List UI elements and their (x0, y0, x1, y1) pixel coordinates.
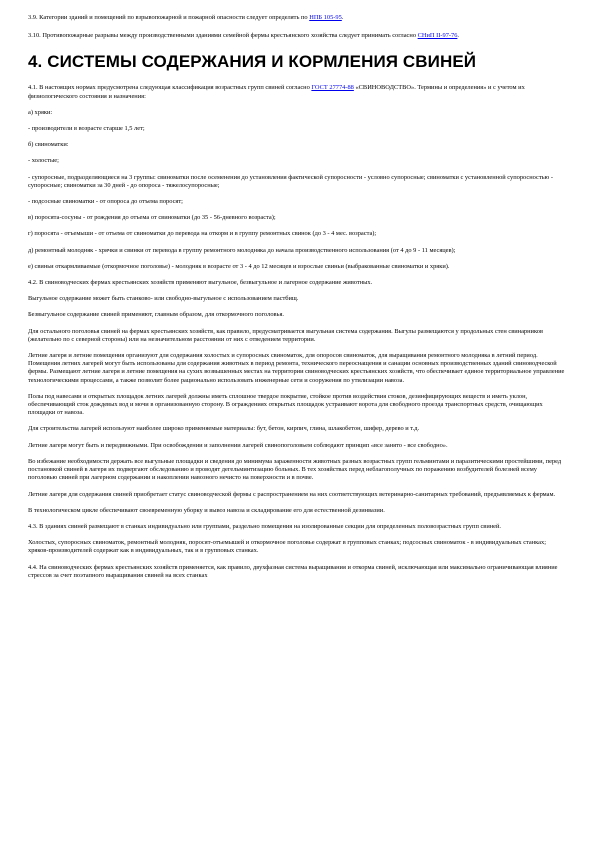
paragraph: В технологическом цикле обеспечивают своевременную уборку и вывоз навоза и складирование его для естественной дезинвазии. (28, 506, 385, 514)
paragraph: Безвыгульное содержание свиней применяют, главным образом, для откормочного поголовья. (28, 311, 284, 319)
paragraph: - супоросные, подразделяющиеся на 3 группы: свиноматки после осеменения до установления фактической супоросности - условно супоросные; свиноматки с установленной супоросностью - супоросные; свиноматки за 30 дней - до опороса - тяжелосупоросные; (28, 173, 554, 189)
paragraph-4-4: 4.4. На свиноводческих фермах крестьянских хозяйств применяется, как правило, двухфазная система выращивания и откорма свиней, исключающая или максимально ограничивающая влияние стрессов за счет поэтапного выращивания свиней на всех станках (28, 563, 558, 579)
paragraph: Полы под навесами и открытых площадок летних лагерей должны иметь сплошное твердое покрытие, стойкое против воздействия стоков, дезинфицирующих веществ и иметь уклон, обеспечивающий сток дождевых вод и мочи в организованную сторону. В ограждениях открытых площадок устраивают ворота для свободного проезда транспортных средств, очищающих площадки от навоза. (28, 392, 543, 417)
paragraph-4-1: 4.1. В настоящих нормах предусмотрена следующая классификация возрастных групп свиней согласно ГОСТ 27774-88 «СВИНОВОДСТВО». Термины и определения» и с учетом их физиологического состояния и назначения: (28, 84, 525, 100)
section-heading: 4. СИСТЕМЫ СОДЕРЖАНИЯ И КОРМЛЕНИЯ СВИНЕЙ (28, 52, 477, 72)
paragraph: - производители в возрасте старше 1,5 лет; (28, 125, 145, 133)
paragraph: г) поросята - отъемыши - от отъема от свиноматки до перевода на откорм и в группу ремонтных свинок (до 3 - 4 мес. возраста); (28, 230, 377, 238)
paragraph-4-3: 4.3. В зданиях свиней размещают в станках индивидуально или группами, раздельно помещения на изолированные секции для определенных половозрастных групп свиней. (28, 522, 502, 530)
paragraph-3-9: 3.9. Категории зданий и помещений по взрывопожарной и пожарной опасности следует определять по НПБ 105-95. (28, 14, 344, 21)
paragraph: Холостых, супоросных свиноматок, ремонтный молодняк, поросят-отъемышей и откормочное поголовье содержат в групповых станках; подсосных свиноматок - в индивидуальных станках; хряков-производителей содержат как в индивидуальных, так и в групповых станках. (28, 539, 546, 555)
paragraph: - холостые; (28, 157, 59, 165)
paragraph: Летние лагеря и летние помещения организуют для содержания холостых и супоросных свиноматок, для опоросов свиноматок, для выращивания ремонтного молодняка в летний период. Помещения летних лагерей могут быть использованы для содержания животных в период ремонта, технического переоснащения и санации основных производственных зданий свиноводческой фермы. Размещают летние лагеря и летние помещения на сухих возвышенных местах на территории свиноводческих крестьянских хозяйств, что обеспечивает единое территориальное управление технологическими процессами, а также позволит более рационально использовать инженерные сети и сооружения по утилизации навоза. (28, 352, 565, 384)
paragraph: в) поросята-сосуны - от рождения до отъема от свиноматки (до 35 - 56-дневного возраста); (28, 214, 276, 222)
npb-link[interactable]: НПБ 105-95 (309, 14, 342, 21)
paragraph: а) хряки: (28, 108, 53, 116)
paragraph: Летние лагеря могут быть и передвижными. При освобождении и заполнении лагерей свинопоголовьем соблюдают принцип «все занято - все свободно». (28, 441, 448, 449)
paragraph: Выгульное содержание может быть станково- или свободно-выгульное с использованием пастбищ. (28, 295, 299, 303)
paragraph: Летние лагеря для содержания свиней приобретает статус свиноводческой фермы с распространением на них соответствующих ветеринарно-санитарных требований, предъявляемых к фермам. (28, 490, 556, 498)
paragraph: д) ремонтный молодняк - хрячки и свинки от перевода в группу ремонтного молодняка до начала производственного использования (от 4 до 9 - 11 месяцев); (28, 246, 456, 254)
paragraph: Для строительства лагерей используют наиболее широко применяемые материалы: бут, бетон, кирпич, глина, шлакобетон, шифер, дерево и т.д. (28, 425, 420, 433)
paragraph: б) свиноматки: (28, 141, 69, 149)
paragraph: Во избежание необходимости держать все выгульные площадки и сведения до минимума зараженности животных разных возрастных групп гельминтами и паразитическими простейшими, перед постановкой свиней в лагеря их подвергают обследованию и проводят дегельминтизацию больных. В тех хозяйствах перед неблагополучных по поражению возбудителей болезней всему поголовью свиней при лагерном содержании и накоплении навозного нечисто на поверхности и в почве. (28, 457, 562, 482)
paragraph: - подсосные свиноматки - от опороса до отъема поросят; (28, 198, 183, 206)
snip-link[interactable]: СНиП II-97-76 (417, 32, 458, 40)
gost-link[interactable]: ГОСТ 27774-88 (311, 84, 354, 92)
paragraph-3-10: 3.10. Противопожарные разрывы между производственными зданиями семейной фермы крестьянского хозяйства следует принимать согласно СНиП II-97-76. (28, 32, 460, 40)
paragraph-4-2: 4.2. В свиноводческих фермах крестьянских хозяйств применяют выгульное, безвыгульное и лагерное содержание животных. (28, 279, 373, 287)
paragraph: Для остального поголовья свиней на фермах крестьянских хозяйств, как правило, предусматривается выгульная система содержания. Выгулы размещаются у продольных стен свинарников (желательно по с северной стороны) или на незначительном расстоянии от них с отведением территории. (28, 327, 543, 343)
paragraph: е) свиньи откармливаемые (откормочное поголовье) - молодняк в возрасте от 3 - 4 до 12 месяцев и взрослые свиньи (выбракованные свиноматки и хряки). (28, 262, 450, 270)
